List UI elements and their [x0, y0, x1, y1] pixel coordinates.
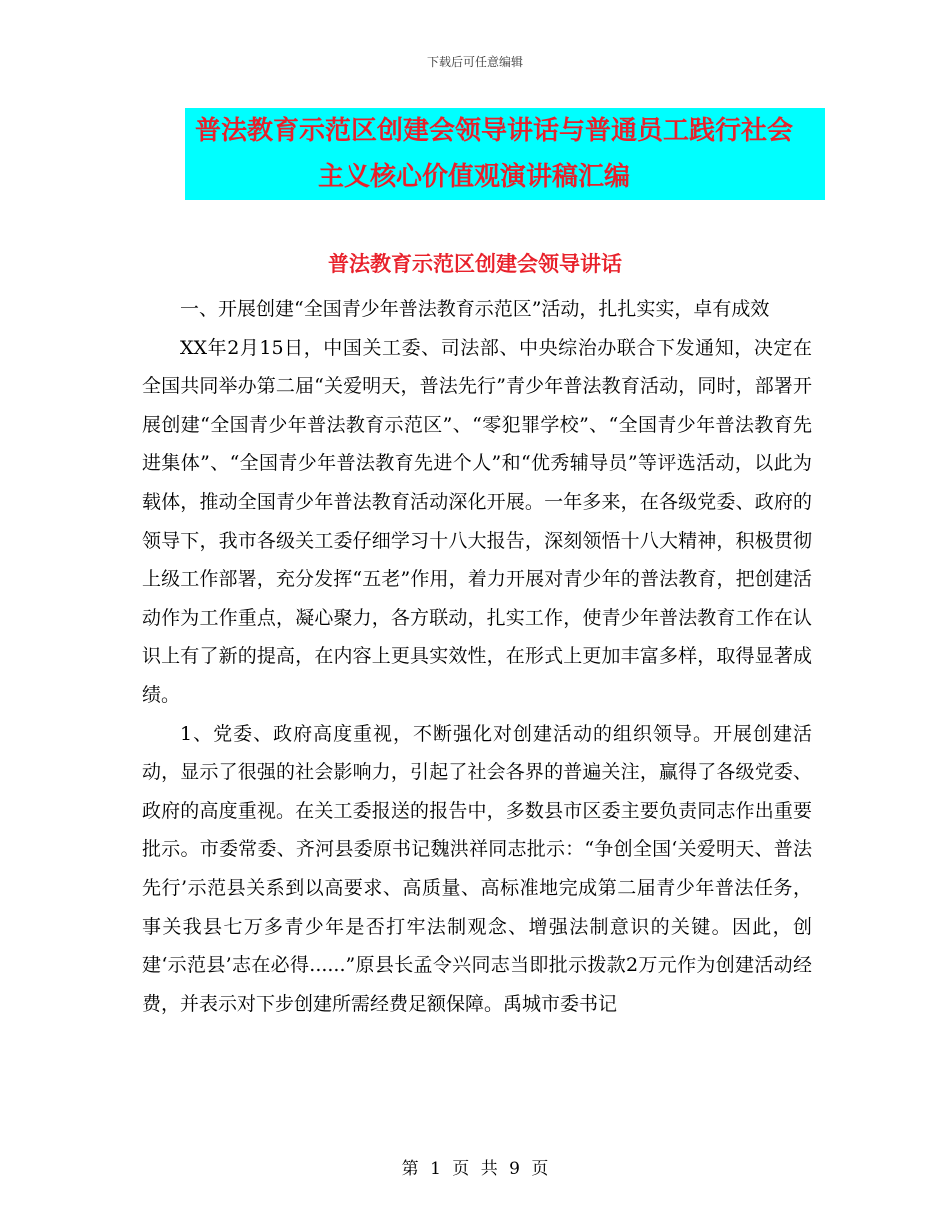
- paragraph: XX年2月15日，中国关工委、司法部、中央综治办联合下发通知，决定在全国共同举办第二届“关爱明天，普法先行”青少年普法教育活动，同时，部署开展创建“全国青少年普法教育示范区”、“零犯罪学校”、“全国青少年普法教育先进集体”、“全国青少年普法教育先进个人”和“优秀辅导员”等评选活动，以此为载体，推动全国青少年普法教育活动深化开展。一年多来，在各级党委、政府的领导下，我市各级关工委仔细学习十八大报告，深刻领悟十八大精神，积极贯彻上级工作部署，充分发挥“五老”作用，着力开展对青少年的普法教育，把创建活动作为工作重点，凝心聚力，各方联动，扎实工作，使青少年普法教育工作在认识上有了新的提高，在内容上更具实效性，在形式上更加丰富多样，取得显著成绩。: [142, 336, 812, 706]
- document-title-line-1: 普法教育示范区创建会领导讲话与普通员工践行社会: [195, 116, 794, 146]
- document-title: [185, 108, 825, 200]
- header-note: 下载后可任意编辑: [426, 55, 523, 69]
- document-title-line-2: 主义核心价值观演讲稿汇编: [318, 162, 631, 192]
- document-body: [142, 290, 812, 1023]
- page-number-footer: 第 1 页 共 9 页: [401, 1159, 549, 1179]
- paragraph: 1、党委、政府高度重视，不断强化对创建活动的组织领导。开展创建活动，显示了很强的社会影响力，引起了社会各界的普遍关注，赢得了各级党委、政府的高度重视。在关工委报送的报告中，多数县市区委主要负责同志作出重要批示。市委常委、齐河县委原书记魏洪祥同志批示：“争创全国‘关爱明天、普法先行’示范县关系到以高要求、高质量、高标准地完成第二届青少年普法任务，事关我县七万多青少年是否打牢法制观念、增强法制意识的关键。因此，创建‘示范县’志在必得......”原县长孟令兴同志当即批示拨款2万元作为创建活动经费，并表示对下步创建所需经费足额保障。禹城市委书记: [142, 722, 812, 1015]
- paragraph: 一、开展创建“全国青少年普法教育示范区”活动，扎扎实实，卓有成效: [180, 298, 770, 320]
- section-heading: 普法教育示范区创建会领导讲话: [328, 251, 622, 276]
